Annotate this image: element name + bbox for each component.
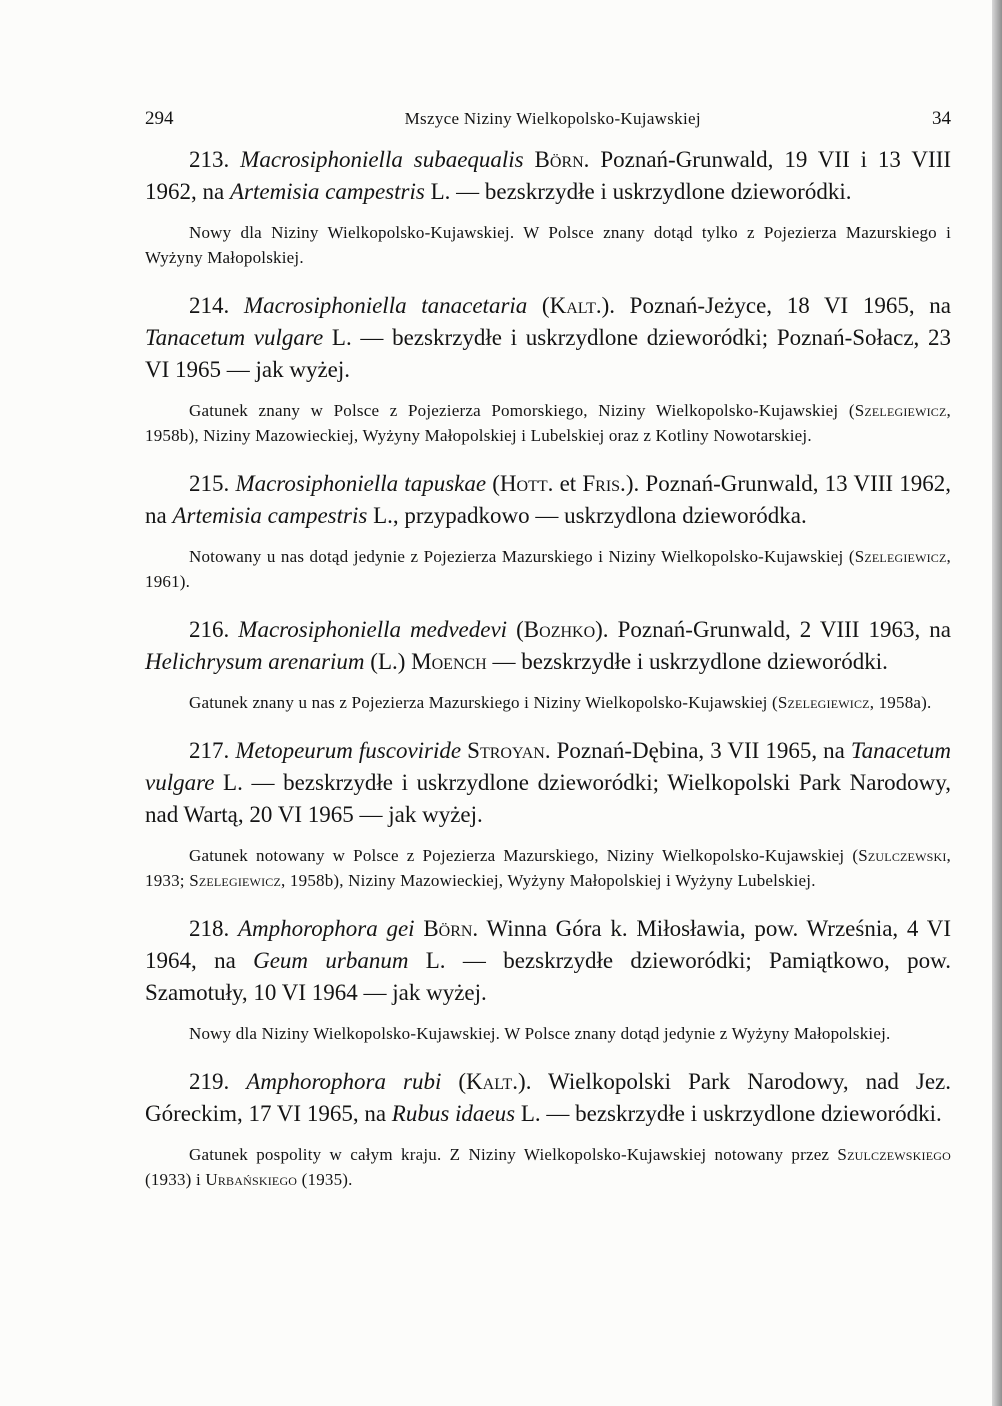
entry-text: 218. Amphorophora gei Börn. Winna Góra k. Miłosławia, pow. Września, 4 VI 1964, na Geum urbanum L. — bezskrzydłe dzieworódki; Pamiątkowo, pow. Szamotuły, 10 VI 1964 — jak wyżej.	[145, 916, 952, 1005]
entry-text: 217. Metopeurum fuscoviride Stroyan. Poznań-Dębina, 3 VII 1965, na Tanacetum vulgare L. — bezskrzydłe i uskrzydlone dzieworódki; Wielkopolski Park Narodowy, nad Wartą, 20 VI 1965 — jak wyżej.	[145, 738, 952, 827]
scan-edge-shadow	[992, 0, 1002, 1406]
author-name: Bozhko	[523, 617, 596, 642]
entry-note: Gatunek znany u nas z Pojezierza Mazurskiego i Niziny Wielkopolsko-Kujawskiej (Szelegiewicz, 1958a).	[189, 693, 932, 712]
entry-note: Gatunek pospolity w całym kraju. Z Niziny Wielkopolsko-Kujawskiej notowany przez Szulczewskiego (1933) i Urbańskiego (1935).	[145, 1145, 951, 1189]
species-name: Amphorophora rubi	[246, 1069, 442, 1094]
author-name: Stroyan.	[467, 738, 551, 763]
entry-note: Nowy dla Niziny Wielkopolsko-Kujawskiej. W Polsce znany dotąd jedynie z Wyżyny Małopolskiej.	[189, 1024, 891, 1043]
host-plant: Tanacetum vulgare	[145, 325, 324, 350]
host-plant: Artemisia campestris	[172, 503, 368, 528]
host-plant: Rubus idaeus	[391, 1101, 516, 1126]
author-name: Börn.	[423, 916, 479, 941]
entry-text: 213. Macrosiphoniella subaequalis Börn. Poznań-Grunwald, 19 VII i 13 VIII 1962, na Artemisia campestris L. — bezskrzydłe i uskrzydlone dzieworódki.	[145, 147, 952, 204]
page-number: 294	[145, 108, 174, 129]
entry-text: 215. Macrosiphoniella tapuskae (Hott. et Fris.). Poznań-Grunwald, 13 VIII 1962, na Artemisia campestris L., przypadkowo — uskrzydlona dzieworódka.	[145, 471, 951, 528]
species-name: Macrosiphoniella medvedevi	[238, 617, 508, 642]
host-plant: Geum urbanum	[253, 948, 409, 973]
running-title: Mszyce Niziny Wielkopolsko-Kujawskiej	[404, 109, 701, 128]
running-header	[145, 108, 951, 144]
entry-214	[145, 290, 951, 448]
entry-note: Gatunek notowany w Polsce z Pojezierza Mazurskiego, Niziny Wielkopolsko-Kujawskiej (Szulczewski, 1933; Szelegiewicz, 1958b), Niziny Mazowieckiej, Wyżyny Małopolskiej i Wyżyny Lubelskiej.	[145, 846, 951, 890]
entry-213	[145, 144, 951, 270]
entry-219	[145, 1066, 951, 1192]
species-name: Macrosiphoniella subaequalis	[240, 147, 524, 172]
host-plant: Helichrysum arenarium	[145, 649, 365, 674]
entry-text: 216. Macrosiphoniella medvedevi (Bozhko). Poznań-Grunwald, 2 VIII 1963, na Helichrysum arenarium (L.) Moench — bezskrzydłe i uskrzydlone dzieworódki.	[145, 617, 951, 674]
host-plant: Artemisia campestris	[229, 179, 425, 204]
author-name: Kalt.	[549, 293, 602, 318]
entry-note: Gatunek znany w Polsce z Pojezierza Pomorskiego, Niziny Wielkopolsko-Kujawskiej (Szelegiewicz, 1958b), Niziny Mazowieckiej, Wyżyny Małopolskiej i Lubelskiej oraz z Kotliny Nowotarskiej.	[145, 401, 951, 445]
species-name: Macrosiphoniella tanacetaria	[243, 293, 528, 318]
host-plant: Tanacetum vulgare	[145, 738, 952, 795]
issue-number: 34	[932, 108, 951, 129]
species-name: Metopeurum fuscoviride	[235, 738, 462, 763]
author-name: Kalt.	[466, 1069, 519, 1094]
entry-text: 219. Amphorophora rubi (Kalt.). Wielkopolski Park Narodowy, nad Jez. Góreckim, 17 VI 1965, na Rubus idaeus L. — bezskrzydłe i uskrzydlone dzieworódki.	[145, 1069, 951, 1126]
entry-217	[145, 735, 951, 893]
entry-215	[145, 468, 951, 594]
author-name: Börn.	[534, 147, 590, 172]
author-name-2: Fris.	[582, 471, 626, 496]
entry-218	[145, 913, 951, 1046]
entry-text: 214. Macrosiphoniella tanacetaria (Kalt.). Poznań-Jeżyce, 18 VI 1965, na Tanacetum vulgare L. — bezskrzydłe i uskrzydlone dzieworódki; Poznań-Sołacz, 23 VI 1965 — jak wyżej.	[145, 293, 951, 382]
entry-216	[145, 614, 951, 715]
entry-note: Notowany u nas dotąd jedynie z Pojezierza Mazurskiego i Niziny Wielkopolsko-Kujawskiej (Szelegiewicz, 1961).	[145, 547, 951, 591]
species-name: Amphorophora gei	[238, 916, 415, 941]
species-name: Macrosiphoniella tapuskae	[235, 471, 487, 496]
document-page	[145, 108, 951, 1212]
author-name-3: Moench	[411, 649, 487, 674]
author-name: Hott.	[499, 471, 554, 496]
entry-note: Nowy dla Niziny Wielkopolsko-Kujawskiej. W Polsce znany dotąd tylko z Pojezierza Mazurskiego i Wyżyny Małopolskiej.	[145, 223, 951, 267]
